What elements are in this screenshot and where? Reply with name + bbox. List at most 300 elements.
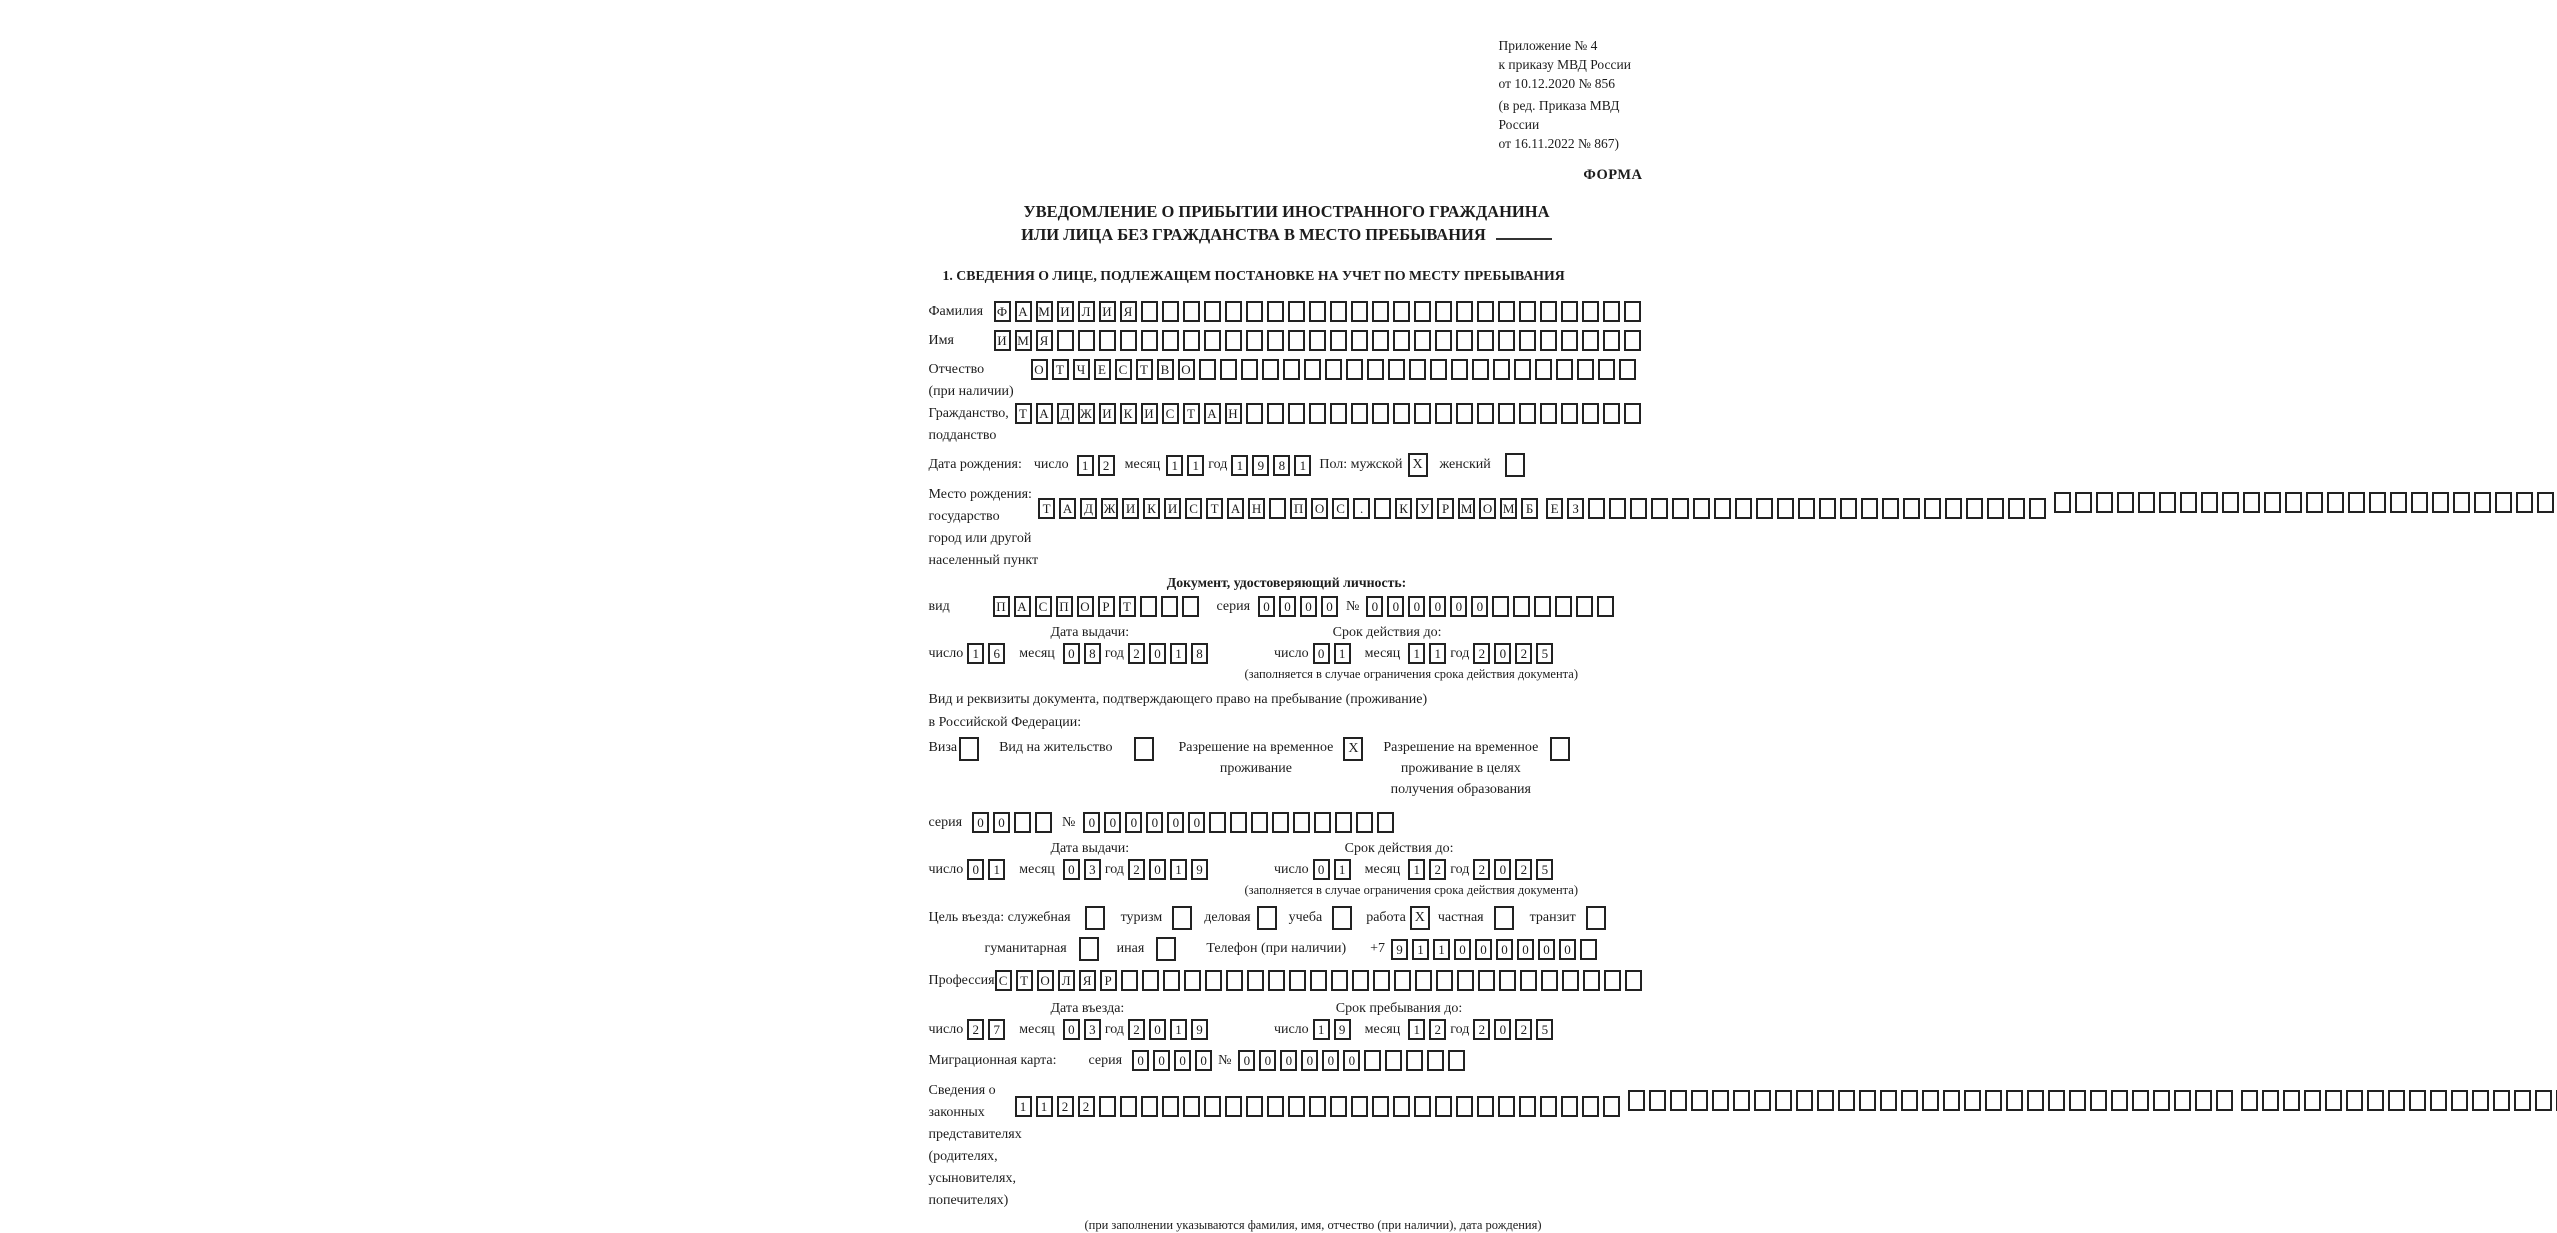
- char-cell: [1499, 970, 1516, 991]
- char-cell: 0: [1195, 1050, 1212, 1071]
- char-cell: 0: [1494, 859, 1511, 880]
- purpose-private-checkbox: [1494, 906, 1518, 930]
- char-cell: С: [1162, 403, 1179, 424]
- char-cell: Н: [1225, 403, 1242, 424]
- char-cell: А: [1036, 403, 1053, 424]
- char-cell: 2: [1473, 1019, 1490, 1040]
- char-cell: [2201, 492, 2218, 513]
- char-cell: [1372, 403, 1389, 424]
- char-cell: [1714, 498, 1731, 519]
- char-cell: А: [1059, 498, 1076, 519]
- char-cell: [1798, 498, 1815, 519]
- char-cell: [1582, 301, 1599, 322]
- char-cell: [1372, 330, 1389, 351]
- char-cell: [1332, 906, 1352, 930]
- char-cell: З: [1567, 498, 1584, 519]
- birth-place-row-1: [1038, 498, 1542, 519]
- char-cell: А: [1227, 498, 1244, 519]
- char-cell: [1586, 906, 1606, 930]
- char-cell: 0: [1366, 596, 1383, 617]
- char-cell: [1456, 301, 1473, 322]
- char-cell: [1246, 403, 1263, 424]
- char-cell: 0: [1538, 939, 1555, 960]
- char-cell: [1456, 403, 1473, 424]
- month-word: месяц: [1019, 646, 1055, 662]
- char-cell: [1183, 301, 1200, 322]
- char-cell: О: [1077, 596, 1094, 617]
- char-cell: X: [1410, 906, 1430, 930]
- surname-field: [994, 301, 1645, 322]
- char-cell: [1288, 403, 1305, 424]
- char-cell: П: [1290, 498, 1307, 519]
- doc-expiry-month: [1408, 643, 1450, 664]
- char-cell: 8: [1191, 643, 1208, 664]
- representatives-label: Сведения о законных представителях (родителях, усыновителях, попечителях): [929, 1080, 1015, 1212]
- expiry-date-heading: Срок действия до:: [1333, 625, 1442, 640]
- char-cell: Л: [1078, 301, 1095, 322]
- char-cell: 0: [1429, 596, 1446, 617]
- char-cell: [1099, 330, 1116, 351]
- char-cell: [1580, 939, 1597, 960]
- char-cell: [1966, 498, 1983, 519]
- purpose-work-label: работа: [1366, 910, 1406, 926]
- sex-label: Пол: мужской: [1319, 457, 1402, 473]
- char-cell: [1288, 1096, 1305, 1117]
- char-cell: Т: [1038, 498, 1055, 519]
- doc-kind-field: [993, 596, 1203, 617]
- char-cell: [1246, 1096, 1263, 1117]
- char-cell: И: [1057, 301, 1074, 322]
- char-cell: X: [1408, 453, 1428, 477]
- char-cell: [2451, 1090, 2468, 1111]
- char-cell: [1226, 970, 1243, 991]
- expiry-note: (заполняется в случае ограничения срока действия документа): [1245, 667, 1645, 682]
- char-cell: П: [1056, 596, 1073, 617]
- char-cell: [2243, 492, 2260, 513]
- char-cell: [2241, 1090, 2258, 1111]
- char-cell: [1903, 498, 1920, 519]
- birth-day-field: [1077, 455, 1119, 476]
- char-cell: 0: [1063, 643, 1080, 664]
- char-cell: [1283, 359, 1300, 380]
- char-cell: [1377, 812, 1394, 833]
- char-cell: [1603, 330, 1620, 351]
- stay-year-field: [1473, 1019, 1557, 1040]
- month-word: месяц: [1019, 1022, 1055, 1038]
- male-checkbox: [1408, 453, 1432, 477]
- char-cell: [1373, 970, 1390, 991]
- char-cell: [1330, 330, 1347, 351]
- char-cell: [2180, 492, 2197, 513]
- title-line-2: ИЛИ ЛИЦА БЕЗ ГРАЖДАНСТВА В МЕСТО ПРЕБЫВАНИЯ: [929, 223, 1645, 246]
- representatives-row-1: [1015, 1096, 1624, 1117]
- char-cell: [1513, 596, 1530, 617]
- char-cell: 0: [1063, 859, 1080, 880]
- identity-doc-heading: Документ, удостоверяющий личность:: [929, 575, 1645, 591]
- char-cell: [1141, 330, 1158, 351]
- char-cell: [1309, 403, 1326, 424]
- char-cell: [1603, 403, 1620, 424]
- char-cell: В: [1157, 359, 1174, 380]
- char-cell: [1367, 359, 1384, 380]
- char-cell: Р: [1098, 596, 1115, 617]
- char-cell: 2: [1429, 859, 1446, 880]
- char-cell: [2153, 1090, 2170, 1111]
- char-cell: 0: [1280, 1050, 1297, 1071]
- char-cell: [1199, 359, 1216, 380]
- char-cell: [1356, 812, 1373, 833]
- char-cell: [1735, 498, 1752, 519]
- char-cell: [1819, 498, 1836, 519]
- char-cell: М: [1458, 498, 1475, 519]
- char-cell: [1406, 1050, 1423, 1071]
- char-cell: [1456, 1096, 1473, 1117]
- char-cell: 0: [1279, 596, 1296, 617]
- char-cell: [1603, 1096, 1620, 1117]
- char-cell: 0: [1149, 859, 1166, 880]
- char-cell: А: [1204, 403, 1221, 424]
- char-cell: 0: [1387, 596, 1404, 617]
- char-cell: [2388, 1090, 2405, 1111]
- char-cell: [1448, 1050, 1465, 1071]
- char-cell: 2: [1473, 643, 1490, 664]
- doc-expiry-day: [1313, 643, 1355, 664]
- char-cell: 9: [1191, 859, 1208, 880]
- char-cell: Т: [1183, 403, 1200, 424]
- char-cell: К: [1120, 403, 1137, 424]
- char-cell: [2390, 492, 2407, 513]
- char-cell: [1477, 330, 1494, 351]
- entry-date-heading: Дата въезда:: [1051, 1001, 1125, 1016]
- char-cell: 5: [1536, 643, 1553, 664]
- phone-label: Телефон (при наличии): [1206, 941, 1346, 957]
- char-cell: [1057, 330, 1074, 351]
- char-cell: [2222, 492, 2239, 513]
- char-cell: П: [993, 596, 1010, 617]
- visa-label: Виза: [929, 740, 958, 756]
- char-cell: О: [1178, 359, 1195, 380]
- series-word: серия: [1089, 1053, 1123, 1069]
- purpose-tourism-checkbox: [1172, 906, 1196, 930]
- char-cell: [1351, 301, 1368, 322]
- char-cell: [2069, 1090, 2086, 1111]
- char-cell: [1257, 906, 1277, 930]
- char-cell: 1: [1015, 1096, 1032, 1117]
- char-cell: [1162, 301, 1179, 322]
- char-cell: И: [1122, 498, 1139, 519]
- char-cell: [1838, 1090, 1855, 1111]
- char-cell: [1414, 1096, 1431, 1117]
- char-cell: А: [1015, 301, 1032, 322]
- char-cell: [2111, 1090, 2128, 1111]
- char-cell: О: [1311, 498, 1328, 519]
- char-cell: [1561, 330, 1578, 351]
- char-cell: 1: [967, 643, 984, 664]
- month-word: месяц: [1365, 862, 1401, 878]
- char-cell: [2472, 1090, 2489, 1111]
- char-cell: 1: [1166, 455, 1183, 476]
- char-cell: [1078, 330, 1095, 351]
- char-cell: [2369, 492, 2386, 513]
- char-cell: О: [1479, 498, 1496, 519]
- char-cell: [1435, 1096, 1452, 1117]
- char-cell: [2117, 492, 2134, 513]
- char-cell: [1351, 403, 1368, 424]
- char-cell: 2: [1128, 859, 1145, 880]
- char-cell: [1733, 1090, 1750, 1111]
- amendment-line: от 16.11.2022 № 867): [1499, 134, 1645, 153]
- char-cell: [1582, 1096, 1599, 1117]
- month-word: месяц: [1125, 457, 1161, 473]
- char-cell: [1220, 359, 1237, 380]
- visa-checkbox: [959, 737, 983, 761]
- female-label: женский: [1440, 457, 1491, 473]
- char-cell: 1: [1433, 939, 1450, 960]
- char-cell: [1987, 498, 2004, 519]
- month-word: месяц: [1365, 1022, 1401, 1038]
- appendix-line: Приложение № 4: [1499, 36, 1645, 55]
- char-cell: [1498, 1096, 1515, 1117]
- char-cell: [1775, 1090, 1792, 1111]
- stay-until-heading: Срок пребывания до:: [1336, 1001, 1462, 1016]
- document-title: [929, 200, 1645, 246]
- char-cell: [1204, 330, 1221, 351]
- char-cell: [1182, 596, 1199, 617]
- day-word: число: [1034, 457, 1069, 473]
- citizenship-label: Гражданство, подданство: [929, 403, 1015, 447]
- expiry-date-heading: Срок действия до:: [1345, 841, 1454, 856]
- char-cell: И: [1141, 403, 1158, 424]
- representatives-row-2: [1628, 1090, 2237, 1111]
- char-cell: 0: [1300, 596, 1317, 617]
- char-cell: И: [1164, 498, 1181, 519]
- residence-permit-label: Вид на жительство: [999, 740, 1112, 756]
- char-cell: [1352, 970, 1369, 991]
- char-cell: [959, 737, 979, 761]
- char-cell: [1415, 970, 1432, 991]
- char-cell: 1: [1187, 455, 1204, 476]
- number-word: №: [1346, 599, 1359, 615]
- char-cell: [2474, 492, 2491, 513]
- char-cell: [1519, 330, 1536, 351]
- char-cell: 2: [1515, 1019, 1532, 1040]
- char-cell: 0: [1322, 1050, 1339, 1071]
- char-cell: [1241, 359, 1258, 380]
- char-cell: [1964, 1090, 1981, 1111]
- char-cell: 2: [1098, 455, 1115, 476]
- char-cell: 0: [1167, 812, 1184, 833]
- char-cell: [2346, 1090, 2363, 1111]
- identity-doc-date-headings: [929, 625, 1645, 641]
- char-cell: [1498, 330, 1515, 351]
- residence-expiry-year: [1473, 859, 1557, 880]
- birth-date-label: Дата рождения:: [929, 457, 1022, 473]
- char-cell: [2138, 492, 2155, 513]
- char-cell: 0: [1454, 939, 1471, 960]
- char-cell: [1414, 301, 1431, 322]
- char-cell: [1184, 970, 1201, 991]
- day-word: число: [929, 1022, 964, 1038]
- char-cell: [1561, 1096, 1578, 1117]
- purpose-business-checkbox: [1257, 906, 1281, 930]
- char-cell: 2: [1515, 643, 1532, 664]
- char-cell: [1120, 330, 1137, 351]
- char-cell: Ж: [1078, 403, 1095, 424]
- char-cell: [1712, 1090, 1729, 1111]
- residence-issue-year: [1128, 859, 1212, 880]
- char-cell: [1494, 906, 1514, 930]
- representatives-fields: [1015, 1080, 2557, 1117]
- char-cell: [1035, 812, 1052, 833]
- char-cell: [1364, 1050, 1381, 1071]
- char-cell: 2: [1128, 643, 1145, 664]
- form-label: ФОРМА: [929, 167, 1645, 184]
- char-cell: [2453, 492, 2470, 513]
- year-word: год: [1105, 646, 1124, 662]
- char-cell: 0: [1321, 596, 1338, 617]
- char-cell: [1079, 937, 1099, 961]
- doc-series-field: [1258, 596, 1342, 617]
- char-cell: [1335, 812, 1352, 833]
- doc-number-field: [1366, 596, 1618, 617]
- char-cell: [1163, 970, 1180, 991]
- number-word: №: [1218, 1053, 1231, 1069]
- char-cell: [1498, 403, 1515, 424]
- char-cell: [1267, 403, 1284, 424]
- char-cell: 0: [1083, 812, 1100, 833]
- char-cell: 1: [1170, 1019, 1187, 1040]
- char-cell: Ч: [1073, 359, 1090, 380]
- entry-purpose-label: Цель въезда: служебная: [929, 910, 1071, 926]
- char-cell: [2516, 492, 2533, 513]
- char-cell: [1670, 1090, 1687, 1111]
- birth-place-row-3: [2054, 492, 2557, 513]
- residence-doc-date-headings: [929, 841, 1645, 857]
- char-cell: 3: [1084, 859, 1101, 880]
- char-cell: [2008, 498, 2025, 519]
- char-cell: [2325, 1090, 2342, 1111]
- doc-issue-month: [1063, 643, 1105, 664]
- char-cell: [2535, 1090, 2552, 1111]
- issue-date-heading: Дата выдачи:: [1051, 625, 1130, 640]
- series-word: серия: [929, 815, 963, 831]
- char-cell: 0: [1494, 1019, 1511, 1040]
- residence-doc-intro-2: в Российской Федерации:: [929, 715, 1645, 731]
- char-cell: 0: [1104, 812, 1121, 833]
- char-cell: [2493, 1090, 2510, 1111]
- char-cell: [1817, 1090, 1834, 1111]
- char-cell: [1691, 1090, 1708, 1111]
- char-cell: О: [1037, 970, 1054, 991]
- char-cell: 0: [1132, 1050, 1149, 1071]
- char-cell: 0: [1313, 859, 1330, 880]
- char-cell: Т: [1052, 359, 1069, 380]
- char-cell: Н: [1248, 498, 1265, 519]
- char-cell: Т: [1119, 596, 1136, 617]
- char-cell: [1540, 1096, 1557, 1117]
- char-cell: [1555, 596, 1572, 617]
- char-cell: [1269, 498, 1286, 519]
- char-cell: 5: [1536, 859, 1553, 880]
- char-cell: И: [1099, 403, 1116, 424]
- char-cell: [1304, 359, 1321, 380]
- char-cell: Е: [1094, 359, 1111, 380]
- birth-year-field: [1231, 455, 1315, 476]
- char-cell: [1325, 359, 1342, 380]
- day-word: число: [929, 862, 964, 878]
- char-cell: [2048, 1090, 2065, 1111]
- char-cell: [2514, 1090, 2531, 1111]
- year-word: год: [1450, 1022, 1469, 1038]
- char-cell: [1498, 301, 1515, 322]
- char-cell: [1162, 330, 1179, 351]
- char-cell: [1225, 301, 1242, 322]
- char-cell: [1859, 1090, 1876, 1111]
- char-cell: [2159, 492, 2176, 513]
- char-cell: [1477, 403, 1494, 424]
- char-cell: [2262, 1090, 2279, 1111]
- residence-expiry-day: [1313, 859, 1355, 880]
- day-word: число: [929, 646, 964, 662]
- char-cell: [1840, 498, 1857, 519]
- char-cell: [1288, 330, 1305, 351]
- char-cell: [1393, 330, 1410, 351]
- char-cell: [1561, 301, 1578, 322]
- char-cell: Л: [1058, 970, 1075, 991]
- appendix-block: [1499, 36, 1645, 153]
- char-cell: [2029, 498, 2046, 519]
- char-cell: 1: [1429, 643, 1446, 664]
- series-word: серия: [1217, 599, 1251, 615]
- expiry-note: (заполняется в случае ограничения срока действия документа): [1245, 883, 1645, 898]
- char-cell: [1582, 330, 1599, 351]
- char-cell: [2432, 492, 2449, 513]
- char-cell: [1540, 330, 1557, 351]
- char-cell: [1603, 301, 1620, 322]
- representatives-row-3: [2241, 1090, 2557, 1111]
- residence-expiry-month: [1408, 859, 1450, 880]
- char-cell: 1: [1412, 939, 1429, 960]
- representatives-note: (при заполнении указываются фамилия, имя, отчество (при наличии), дата рождения): [1085, 1218, 1645, 1233]
- char-cell: [1330, 1096, 1347, 1117]
- day-word: число: [1274, 646, 1309, 662]
- entry-month-field: [1063, 1019, 1105, 1040]
- char-cell: [1754, 1090, 1771, 1111]
- char-cell: 0: [1259, 1050, 1276, 1071]
- char-cell: [1310, 970, 1327, 991]
- title-line-1: УВЕДОМЛЕНИЕ О ПРИБЫТИИ ИНОСТРАННОГО ГРАЖДАНИНА: [929, 200, 1645, 223]
- char-cell: М: [1015, 330, 1032, 351]
- notification-form-page: [879, 0, 1679, 1163]
- char-cell: 2: [967, 1019, 984, 1040]
- char-cell: 1: [1313, 1019, 1330, 1040]
- char-cell: 0: [1496, 939, 1513, 960]
- char-cell: [2304, 1090, 2321, 1111]
- edu-permit-label: Разрешение на временное проживание в целях получения образования: [1383, 737, 1538, 800]
- char-cell: [1477, 1096, 1494, 1117]
- char-cell: [1346, 359, 1363, 380]
- char-cell: 1: [1077, 455, 1094, 476]
- char-cell: [1597, 596, 1614, 617]
- char-cell: 0: [1450, 596, 1467, 617]
- char-cell: 0: [1494, 643, 1511, 664]
- char-cell: [1492, 596, 1509, 617]
- char-cell: [1861, 498, 1878, 519]
- char-cell: [1493, 359, 1510, 380]
- given-name-label: Имя: [929, 333, 994, 349]
- char-cell: [2537, 492, 2554, 513]
- char-cell: [1628, 1090, 1645, 1111]
